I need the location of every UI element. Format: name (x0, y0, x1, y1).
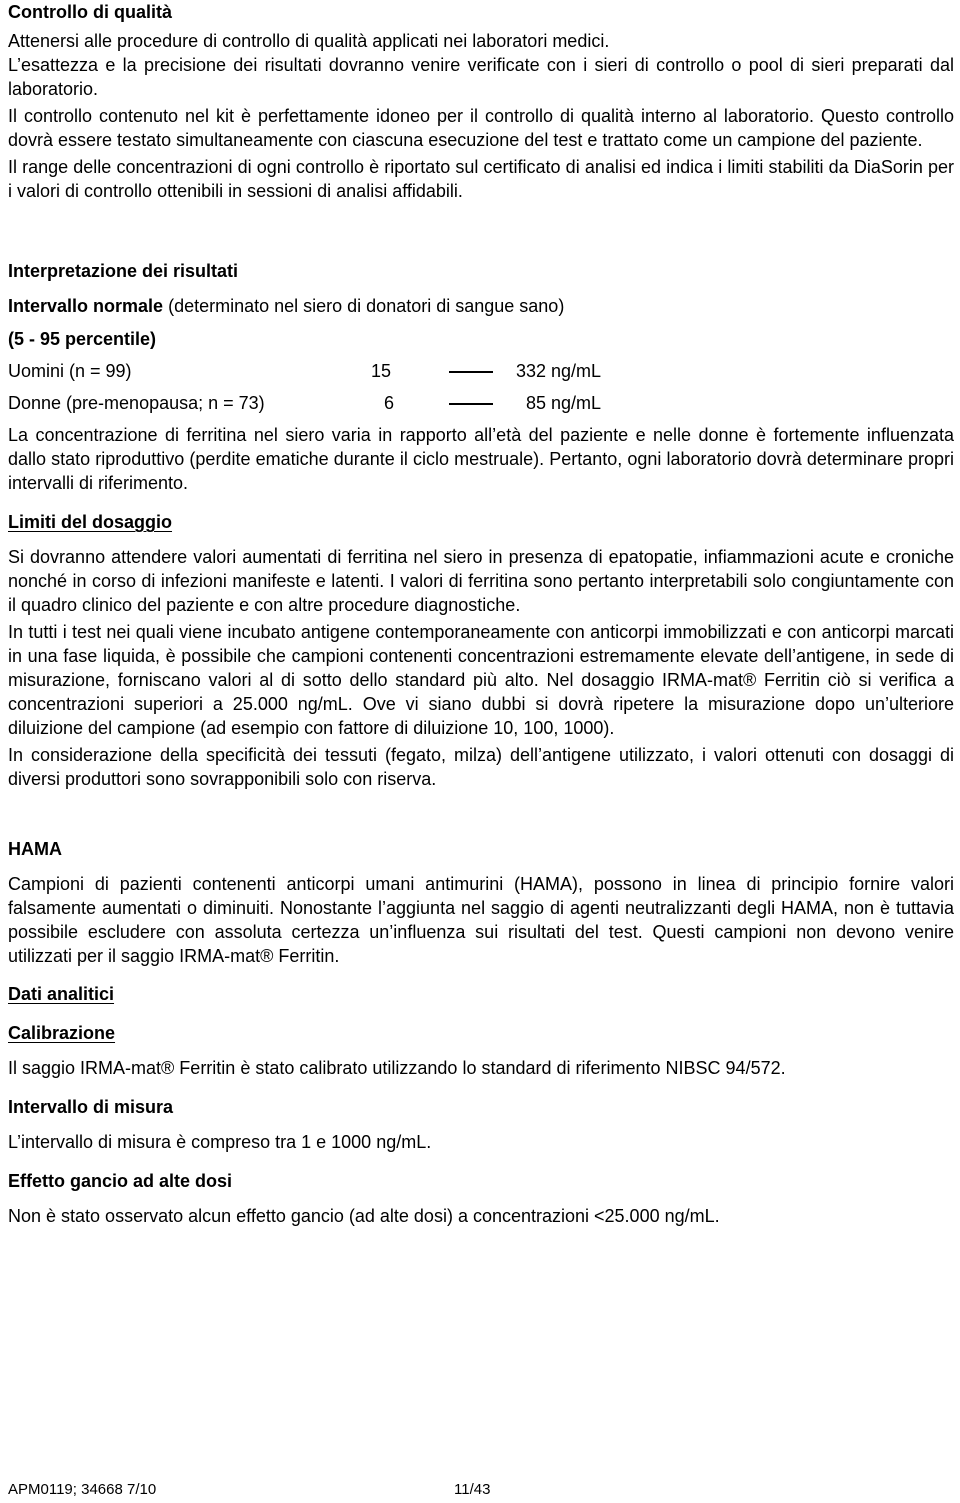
normal-range-note: (determinato nel siero di donatori di sangue sano) (168, 296, 565, 316)
percentile-label: (5 - 95 percentile) (8, 329, 157, 349)
interpretation-heading: Interpretazione dei risultati (8, 261, 239, 281)
range-row-high: 332 ng/mL (516, 361, 602, 381)
footer-page-number: 11/43 (454, 1481, 491, 1498)
calibration-heading: Calibrazione (8, 1023, 116, 1043)
measure-range-heading: Intervallo di misura (8, 1097, 174, 1117)
range-row-women (8, 391, 954, 415)
range-row-low: 15 (371, 361, 392, 381)
hook-effect-heading: Effetto gancio ad alte dosi (8, 1171, 233, 1191)
footer-doc-code: APM0119; 34668 7/10 (8, 1481, 157, 1498)
range-dash (449, 391, 493, 415)
analytical-section (8, 982, 954, 1228)
range-row-label: Donne (pre-menopausa; n = 73) (8, 393, 265, 413)
range-dash (449, 359, 493, 383)
limits-paragraph-2: In tutti i test nei quali viene incubato antigene contemporaneamente con anticorpi immobilizzati e con anticorpi marcati in una fase liquida, è possibile che campioni contenenti concentrazioni estremamente elevate dell’antigene, in sede di misurazione, forniscano valori al di sotto dello standard più alto. Nel dosaggio IRMA-mat® Ferritin ciò si verifica a concentrazioni superiori a 25.000 ng/mL. Ove vi siano dubbi si dovrà ripetere la misurazione dopo un’ulteriore diluizione del campione (ad esempio con fattore di diluizione 10, 100, 1000). (8, 622, 954, 738)
limits-paragraph-3: In considerazione della specificità dei tessuti (fegato, milza) dell’antigene utilizzato, i valori ottenuti con dosaggi di diversi produttori sono sovrapponibili solo con riserva. (8, 745, 954, 789)
measure-range-text: L’intervallo di misura è compreso tra 1 e 1000 ng/mL. (8, 1132, 432, 1152)
range-row-high: 85 ng/mL (526, 393, 602, 413)
hama-paragraph: Campioni di pazienti contenenti anticorpi umani antimurini (HAMA), possono in linea di principio fornire valori falsamente aumentati o diminuiti. Nonostante l’aggiunta nel saggio di agenti neutralizzanti degli HAMA, non è tuttavia possibile escludere con assoluta certezza un’influenza sui risultati del test. Questi campioni non devono venire utilizzati per il saggio IRMA-mat® Ferritin. (8, 874, 954, 966)
hook-effect-text: Non è stato osservato alcun effetto gancio (ad alte dosi) a concentrazioni <25.000 ng/mL. (8, 1206, 720, 1226)
qc-paragraph-3: Il controllo contenuto nel kit è perfettamente idoneo per il controllo di qualità interno al laboratorio. Questo controllo dovrà essere testato simultaneamente con ciascuna esecuzione del test e trattato come un campione del paziente. (8, 106, 954, 150)
range-row-men (8, 359, 954, 383)
normal-range-label: Intervallo normale (8, 296, 164, 316)
limits-section (8, 510, 954, 791)
interpretation-section (8, 259, 954, 495)
qc-paragraph-1: Attenersi alle procedure di controllo di qualità applicati nei laboratori medici. (8, 31, 610, 51)
analytical-heading: Dati analitici (8, 984, 115, 1004)
calibration-text: Il saggio IRMA-mat® Ferritin è stato calibrato utilizzando lo standard di riferimento NIBSC 94/572. (8, 1058, 786, 1078)
normal-range-line (8, 294, 954, 318)
hama-section (8, 837, 954, 968)
qc-paragraph-4: Il range delle concentrazioni di ogni controllo è riportato sul certificato di analisi ed indica i limiti stabiliti da DiaSorin per i valori di controllo ottenibili in sessioni di analisi affidabili. (8, 157, 954, 201)
range-row-low: 6 (384, 393, 395, 413)
qc-section (8, 0, 954, 203)
interpretation-paragraph: La concentrazione di ferritina nel siero varia in rapporto all’età del paziente e nelle donne è fortemente influenzata dallo stato riproduttivo (perdite ematiche durante il ciclo mestruale). Pertanto, ogni laboratorio dovrà determinare propri intervalli di riferimento. (8, 425, 954, 493)
qc-heading: Controllo di qualità (8, 2, 172, 22)
limits-paragraph-1: Si dovranno attendere valori aumentati di ferritina nel siero in presenza di epatopatie, infiammazioni acute e croniche nonché in corso di infezioni manifeste e latenti. I valori di ferritina sono pertanto interpretabili solo congiuntamente con il quadro clinico del paziente e con altre procedure diagnostiche. (8, 547, 954, 615)
hama-heading: HAMA (8, 839, 62, 859)
limits-heading: Limiti del dosaggio (8, 512, 173, 532)
qc-paragraph-2: L’esattezza e la precisione dei risultati dovranno venire verificate con i sieri di controllo o pool di sieri preparati dal laboratorio. (8, 55, 954, 99)
range-row-label: Uomini (n = 99) (8, 361, 132, 381)
